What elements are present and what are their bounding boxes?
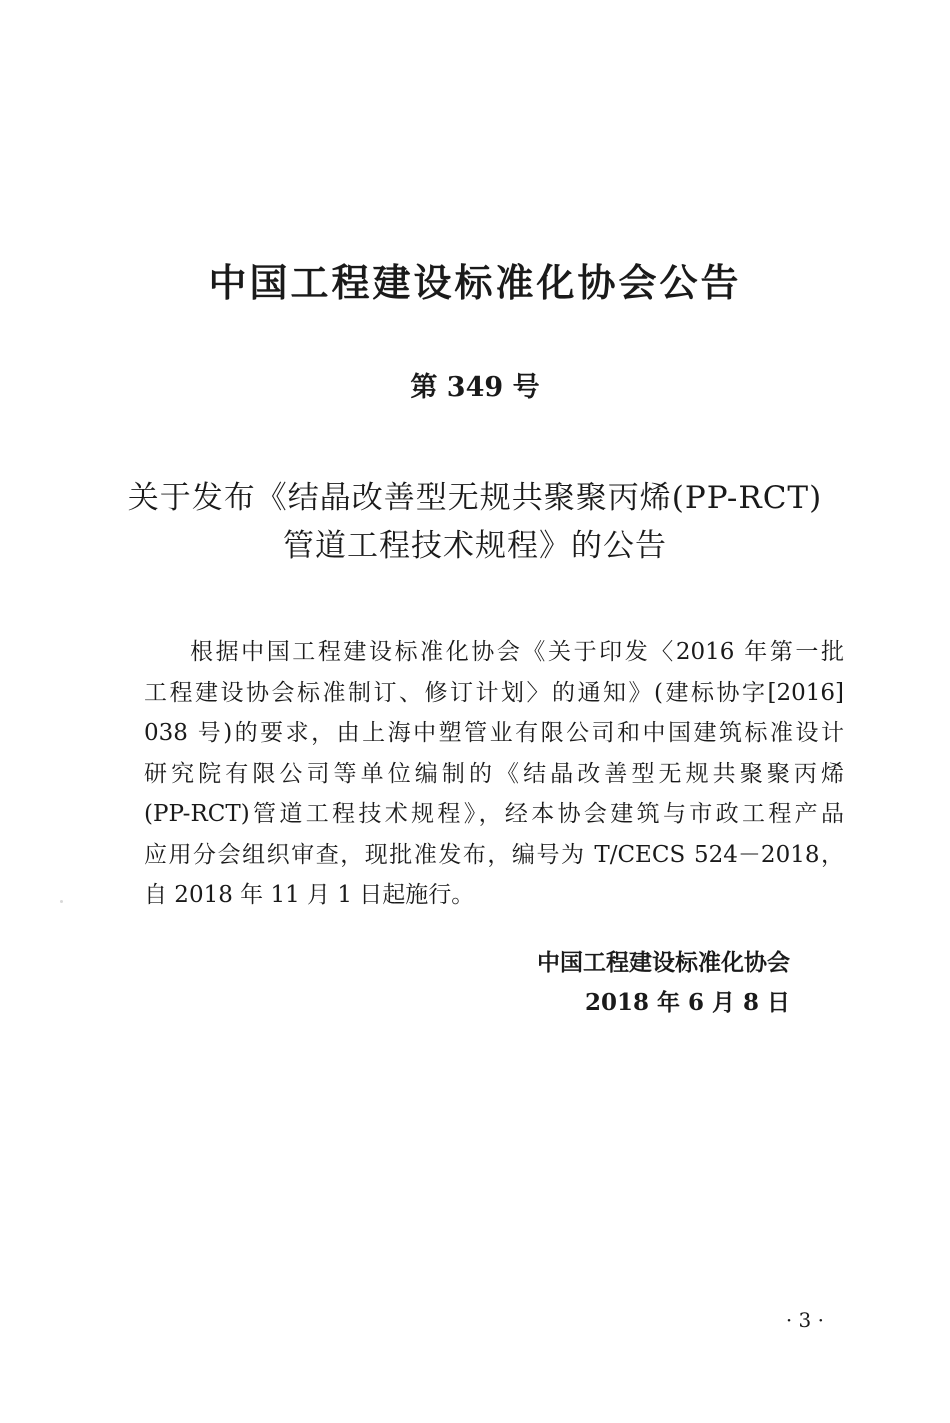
body-line: 研究院有限公司等单位编制的《结晶改善型无规共聚聚丙烯 xyxy=(144,760,844,787)
announcement-subtitle xyxy=(0,474,950,570)
body-line: 根据中国工程建设标准化协会《关于印发〈2016 年第一批 xyxy=(190,639,844,665)
page-number: · 3 · xyxy=(785,1308,824,1332)
announcement-title: 中国工程建设标准化协会公告 xyxy=(208,261,742,305)
announcement-body xyxy=(144,632,844,916)
subtitle-line-1: 关于发布《结晶改善型无规共聚聚丙烯(PP-RCT) xyxy=(127,480,823,516)
body-line: 应用分会组织审查，现批准发布，编号为 T/CECS 524－2018， xyxy=(144,841,844,868)
signature-organization: 中国工程建设标准化协会 xyxy=(537,950,790,976)
body-line: 038 号)的要求，由上海中塑管业有限公司和中国建筑标准设计 xyxy=(144,720,844,746)
signature-date: 2018 年 6 月 8 日 xyxy=(584,989,790,1016)
scan-speck xyxy=(60,900,63,903)
issue-number: 第 349 号 xyxy=(410,372,540,403)
body-line: 自 2018 年 11 月 1 日起施行。 xyxy=(144,882,475,908)
body-line: 工程建设协会标准制订、修订计划〉的通知》(建标协字[2016] xyxy=(144,679,844,706)
body-line: (PP-RCT)管道工程技术规程》，经本协会建筑与市政工程产品 xyxy=(144,801,844,827)
subtitle-line-2: 管道工程技术规程》的公告 xyxy=(283,528,667,564)
